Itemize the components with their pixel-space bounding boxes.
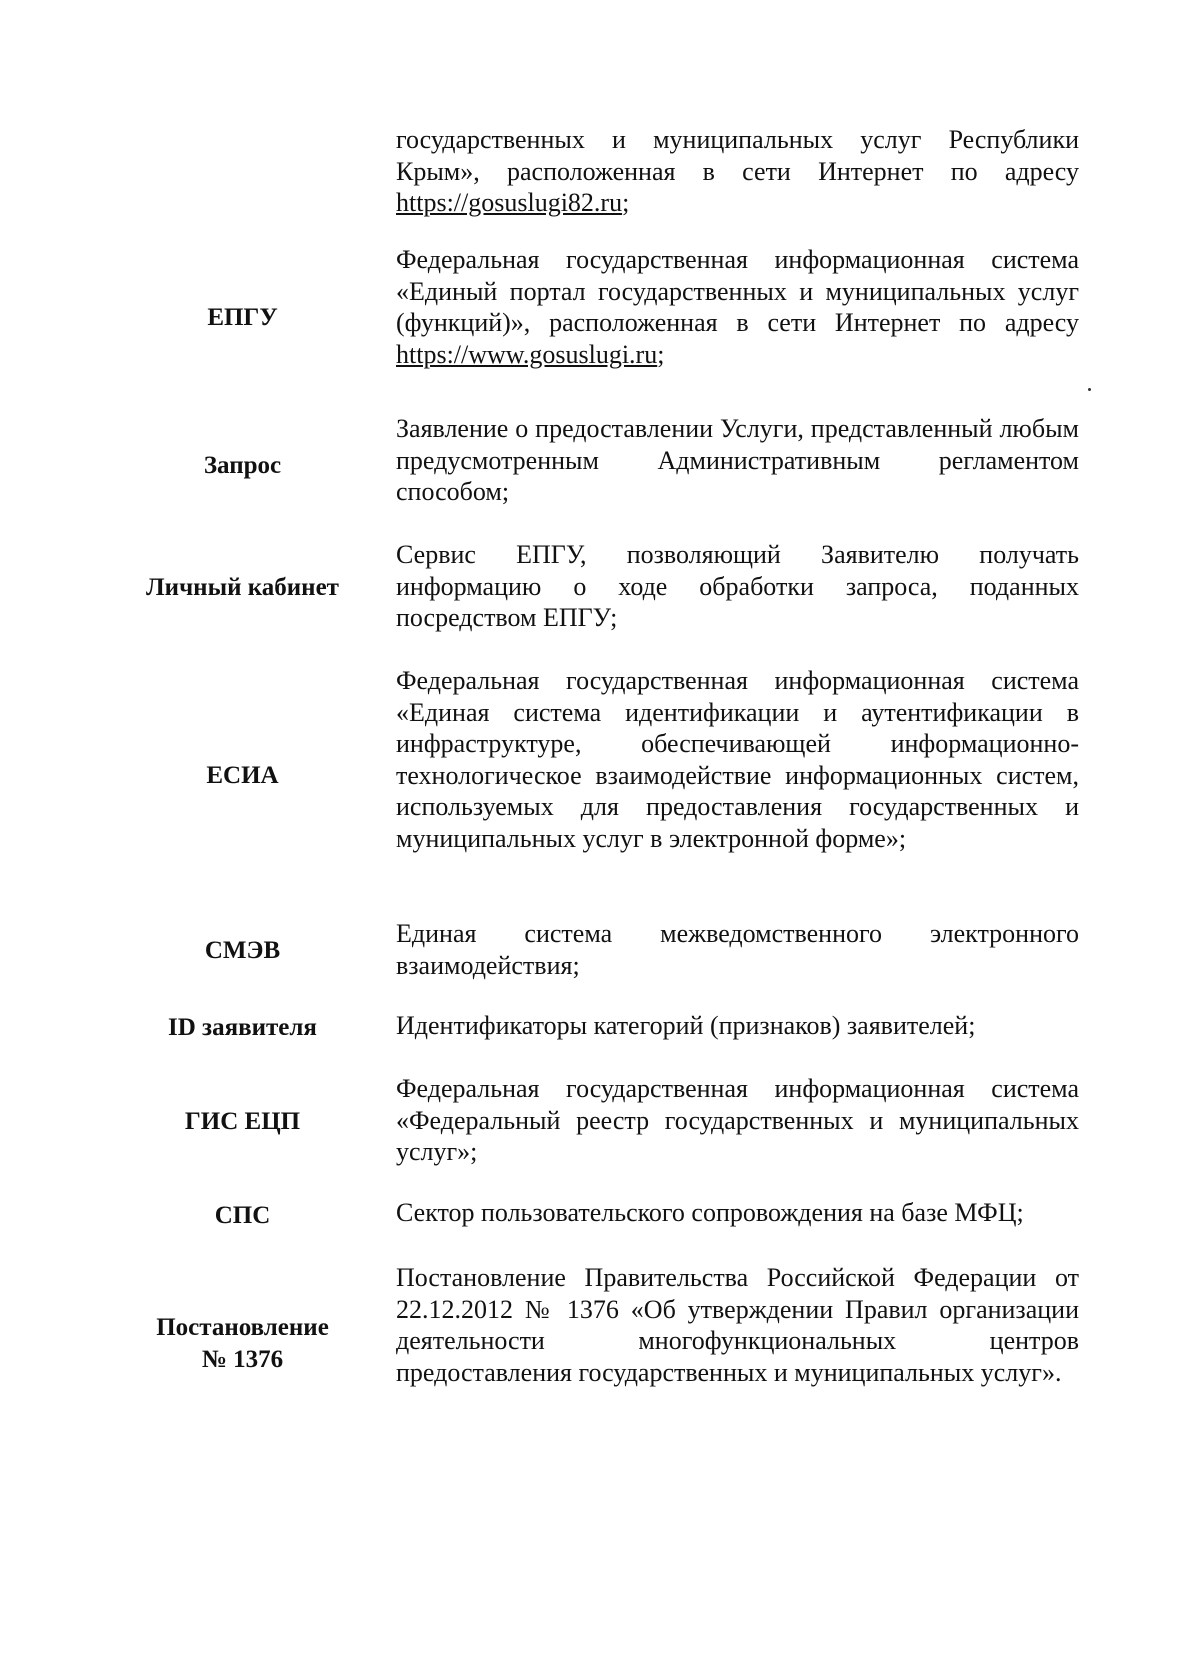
definition-gis-ecp: Федеральная государственная информационная система «Федеральный реестр государственных и муниципальных услуг»; [396, 1074, 1079, 1166]
term-resolution [120, 1312, 365, 1376]
definition-applicant-id: Идентификаторы категорий (признаков) заявителей; [396, 1011, 976, 1040]
definition-epgu [396, 244, 1079, 370]
term-personal-account: Личный кабинет [146, 574, 339, 601]
definition-zapros: Заявление о предоставлении Услуги, представленный любым предусмотренным Административным регламентом способом; [396, 414, 1079, 506]
term-gis-ecp: ГИС ЕЦП [184, 1108, 301, 1135]
definition-tail: ; [622, 188, 630, 217]
term-esia: ЕСИА [206, 762, 279, 789]
definition-esia: Федеральная государственная информационная система «Единая система идентификации и аутентификации в инфраструктуре, обеспечивающей информационно-технологическое взаимодействие информационных систем, используемых для предоставления государственных и муниципальных услуг в электронной форме»; [396, 666, 1079, 853]
term-zapros: Запрос [203, 452, 282, 479]
definition-smev: Единая система межведомственного электронного взаимодействия; [396, 919, 1079, 980]
definition-text: государственных и муниципальных услуг Республики Крым», расположенная в сети Интернет по адресу [396, 125, 1079, 186]
term-applicant-id: ID заявителя [168, 1014, 317, 1041]
term-resolution-line2: № 1376 [201, 1346, 284, 1373]
definition-continuation [396, 124, 1079, 219]
term-resolution-line1: Постановление [156, 1314, 329, 1341]
definition-sps: Сектор пользовательского сопровождения на базе МФЦ; [396, 1198, 1024, 1227]
term-epgu: ЕПГУ [207, 304, 278, 331]
definition-personal-account: Сервис ЕПГУ, позволяющий Заявителю получать информацию о ходе обработки запроса, поданных посредством ЕПГУ; [396, 540, 1079, 632]
gosuslugi82-link[interactable]: https://gosuslugi82.ru [396, 188, 623, 217]
definition-tail: ; [657, 339, 665, 369]
definition-text: Федеральная государственная информационная система «Единый портал государственных и муниципальных услуг (функций)», расположенная в сети Интернет по адресу [396, 245, 1079, 337]
term-smev: СМЭВ [204, 937, 281, 964]
term-sps: СПС [214, 1202, 271, 1229]
scan-speck [1088, 388, 1091, 391]
gosuslugi-link[interactable]: https://www.gosuslugi.ru [396, 339, 658, 369]
definition-resolution: Постановление Правительства Российской Федерации от 22.12.2012 № 1376 «Об утверждении Правил организации деятельности многофункциональных центров предоставления государственных и муниципальных услуг». [396, 1263, 1079, 1387]
